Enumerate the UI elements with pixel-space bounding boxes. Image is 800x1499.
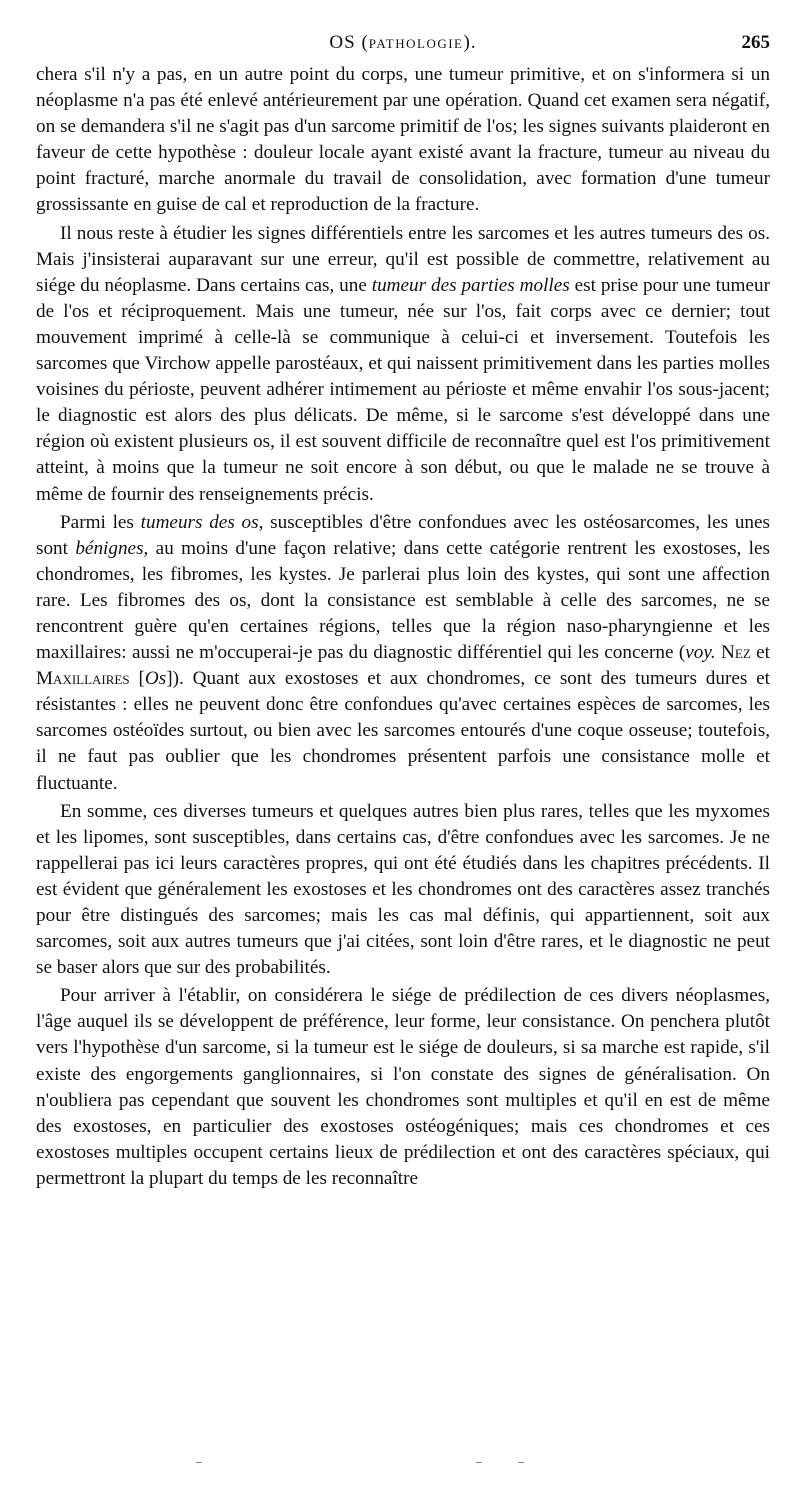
scan-mark (518, 1462, 524, 1463)
paragraph-text: ]). Quant aux exostoses et aux chondromes, ce sont des tumeurs dures et résistantes : elles ne peuvent donc être confondues qu'avec certaines espèces de sarcomes, les sarcomes ostéoïdes surtout, ou bien avec les sarcomes entourés d'une coque osseuse; toutefois, il ne faut pas oublier que les chondromes présentent parfois une consistance molle et fluctuante. (36, 668, 771, 794)
paragraph-text: En somme, ces diverses tumeurs et quelques autres bien plus rares, telles que les myxomes et les lipomes, sont susceptibles, dans certains cas, d'être confondues avec les sarcomes. Je ne rappellerai pas ici leurs caractères propres, qui ont été étudiés dans les chapitres précédents. Il est évident que généralement les exostoses et les chondromes ont des caractères assez tranchés pour être distingués des sarcomes; mais les cas mal définis, qui appartiennent, soit aux sarcomes, soit aux autres tumeurs que j'ai citées, sont loin d'être rares, et le diagnostic ne peut se baser alors que sur des probabilités. (36, 800, 770, 979)
scan-mark (476, 1462, 482, 1463)
emphasis-text: bénignes (75, 537, 144, 559)
running-title-subject: pathologie (368, 32, 464, 53)
emphasis-text: tumeur des parties molles (371, 274, 570, 296)
running-header (36, 30, 770, 56)
running-title-prefix: OS ( (329, 32, 369, 53)
paragraph-2 (36, 221, 770, 508)
page-number: 265 (741, 32, 770, 53)
paragraph-text: chera s'il n'y a pas, en un autre point du corps, une tumeur primitive, et on s'informera si un néoplasme n'a pas été enlevé antérieurement par une opération. Quand cet examen sera négatif, on se demandera s'il ne s'agit pas d'un sarcome primitif de l'os; les signes suivants plaideront en faveur de cette hypothèse : douleur locale ayant existé avant la fracture, tumeur au niveau du point fracturé, marche anormale du travail de consolidation, avec formation d'une tumeur grossissante en guise de cal et reproduction de la fracture. (36, 64, 770, 216)
paragraph-4 (36, 799, 770, 982)
emphasis-text: Os (144, 668, 167, 690)
paragraph-text: et (750, 642, 770, 664)
paragraph-5 (36, 983, 770, 1192)
cross-reference: Nez (721, 642, 751, 664)
paragraph-1 (36, 62, 770, 219)
paragraph-text: , au moins d'une façon relative; dans cette catégorie rentrent les exostoses, les chondromes, les fibromes, les kystes. Je parlerai plus loin des kystes, qui sont une affection rare. Les fibromes des os, dont la consistance est semblable à celle des sarcomes, ne se rencontrent guère qu'en certaines régions, telles que la région naso-pharyngienne et les maxillaires: aussi ne m'occuperai-je pas du diagnostic différentiel qui les concerne ( (36, 537, 770, 664)
cross-reference: Maxillaires (36, 668, 130, 690)
scan-mark (196, 1462, 202, 1463)
emphasis-text: voy. (685, 642, 716, 664)
scan-marks (196, 1462, 536, 1468)
paragraph-3 (36, 510, 770, 797)
paragraph-text: Parmi les (60, 511, 141, 533)
running-title (36, 30, 770, 56)
paragraph-text: Il nous reste à étudier les signes différentiels entre les sarcomes et les autres tumeurs des os. Mais j'insisterai auparavant sur une erreur, qu'il est possible de commettre, relativement au siége du néoplasme. Dans certains cas, une (36, 222, 770, 296)
paragraph-text: [ (129, 668, 145, 690)
paragraph-text: Pour arriver à l'établir, on considérera le siége de prédilection de ces divers néoplasmes, l'âge auquel ils se développent de préférence, leur forme, leur consistance. On penchera plutôt vers l'hypothèse d'un sarcome, si la tumeur est le siége de douleurs, si sa marche est rapide, s'il existe des engorgements ganglionnaires, si l'on constate des signes de généralisation. On n'oubliera pas cependant que souvent les chondromes sont multiples et qu'il en est de même des exostoses, en particulier des exostoses ostéogéniques; mais ces chondromes et ces exostoses multiples occupent certains lieux de prédilection et ont des caractères spéciaux, qui permettront la plupart du temps de les reconnaître (36, 985, 770, 1189)
paragraph-text: , susceptibles d'être confondues avec les ostéosarcomes, les unes sont (36, 511, 770, 559)
running-title-suffix: ). (463, 32, 477, 53)
body-text (36, 62, 770, 1192)
emphasis-text: tumeurs des os (140, 511, 259, 533)
paragraph-text: est prise pour une tumeur de l'os et réciproquement. Mais une tumeur, née sur l'os, fait corps avec ce dernier; tout mouvement imprimé à celle-là se communique à celui-ci et inversement. Toutefois les sarcomes que Virchow appelle parostéaux, et qui naissent primitivement dans les parties molles voisines du périoste, peuvent adhérer intimement au périoste et même envahir l'os sous-jacent; le diagnostic est alors des plus délicats. De même, si le sarcome s'est développé dans une région où existent plusieurs os, il est souvent difficile de reconnaître quel est l'os primitivement atteint, à moins que la tumeur ne soit encore à son début, ou que le malade ne se trouve à même de fournir des renseignements précis. (36, 274, 770, 505)
